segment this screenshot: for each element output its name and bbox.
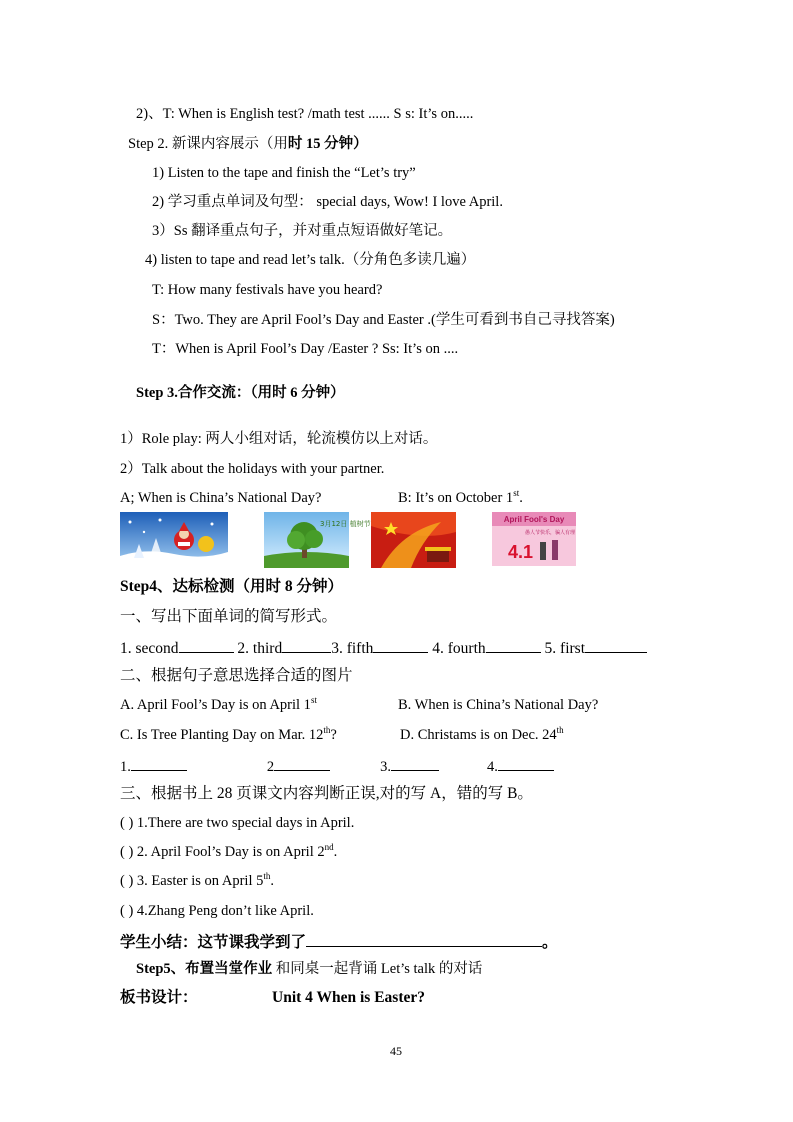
word-1: 1. second: [120, 640, 179, 657]
answer-label-1: 1.: [120, 759, 131, 775]
question-a: [120, 696, 317, 714]
superscript: nd: [324, 842, 334, 853]
abbrev-row: [120, 638, 647, 658]
step5-text: 和同桌一起背诵 Let’s talk 的对话: [272, 961, 483, 977]
step3-heading: Step 3.合作交流：（用时 6 分钟）: [136, 385, 345, 401]
text-line: 2) 学习重点单词及句型： special days, Wow! I love April.: [152, 194, 503, 210]
word-2: 2. third: [237, 640, 283, 657]
national-day-image: [371, 512, 456, 568]
superscript: st: [513, 488, 520, 499]
true-false-1: ( ) 1.There are two special days in April.: [120, 815, 355, 831]
tree-planting-day-image: [264, 512, 371, 568]
text-line: 2)、T: When is English test? /math test ...... S s: It’s on.....: [136, 106, 474, 122]
text-line: 1）Role play: 两人小组对话，轮流模仿以上对话。: [120, 431, 438, 447]
april-fools-subtitle: 愚人节快乐，骗人有理: [524, 530, 576, 536]
superscript: th: [556, 725, 564, 736]
christmas-image: [120, 512, 228, 568]
question-b: B. When is China’s National Day?: [398, 697, 599, 713]
true-false-3-text: ( ) 3. Easter is on April 5: [120, 873, 264, 889]
true-false-4: ( ) 4.Zhang Peng don’t like April.: [120, 903, 314, 919]
summary-label: 学生小结：这节课我学到了: [120, 934, 307, 951]
question-a-text: A. April Fool’s Day is on April 1: [120, 697, 311, 713]
word-4: 4. fourth: [432, 640, 486, 657]
answer-row: [120, 756, 554, 776]
summary-end: 。: [542, 934, 558, 951]
blank-5[interactable]: [585, 638, 647, 653]
blank-4[interactable]: [486, 638, 541, 653]
step5-line: [136, 960, 482, 978]
question-c-text: C. Is Tree Planting Day on Mar. 12: [120, 727, 324, 743]
question-d-text: D. Christams is on Dec. 24: [400, 727, 557, 743]
section3-title: 三、根据书上 28 页课文内容判断正误,对的写 A，错的写 B。: [120, 785, 533, 802]
april-fools-number: 4.1: [508, 542, 534, 562]
text-line: S：Two. They are April Fool’s Day and Easter .(学生可看到书自己寻找答案): [152, 312, 615, 328]
superscript: th: [323, 725, 331, 736]
superscript: st: [310, 695, 317, 706]
true-false-2-end: .: [333, 844, 338, 860]
tree-day-caption: 3月12日 植树节: [320, 520, 371, 528]
answer-blank-2[interactable]: [274, 756, 330, 771]
april-fools-day-image: [492, 512, 576, 566]
dialogue-a: A; When is China’s National Day?: [120, 490, 322, 506]
true-false-2-text: ( ) 2. April Fool’s Day is on April 2: [120, 844, 325, 860]
step5-heading: Step5、布置当堂作业: [136, 961, 273, 977]
text-line: T: How many festivals have you heard?: [152, 282, 383, 298]
text-line: T：When is April Fool’s Day /Easter ? Ss: It’s on ....: [152, 341, 459, 357]
answer-blank-4[interactable]: [498, 756, 554, 771]
blank-1[interactable]: [179, 638, 234, 653]
dialogue-b: [398, 489, 523, 507]
true-false-2: [120, 843, 337, 861]
dialogue-b-end: .: [519, 490, 523, 506]
answer-blank-1[interactable]: [131, 756, 187, 771]
board-design-title: Unit 4 When is Easter?: [272, 989, 426, 1006]
word-5: 5. first: [544, 640, 585, 657]
answer-label-2: 2: [266, 759, 275, 775]
step2-heading-time: 时 15 分钟）: [287, 136, 368, 152]
answer-label-3: 3.: [380, 759, 391, 775]
summary-blank[interactable]: [306, 931, 542, 947]
step4-heading: Step4、达标检测（用时 8 分钟）: [120, 578, 344, 595]
blank-2[interactable]: [282, 638, 331, 653]
section1-title: 一、写出下面单词的简写形式。: [120, 608, 338, 625]
answer-blank-3[interactable]: [391, 756, 439, 771]
superscript: th: [263, 871, 271, 882]
true-false-3-end: .: [270, 873, 275, 889]
step2-heading: [128, 135, 368, 153]
page-number: 45: [390, 1044, 402, 1058]
answer-label-4: 4.: [487, 759, 498, 775]
dialogue-b-text: B: It’s on October 1: [398, 490, 514, 506]
student-summary: [120, 931, 558, 952]
word-3: 3. fifth: [331, 640, 374, 657]
blank-3[interactable]: [373, 638, 428, 653]
question-d: [400, 726, 564, 744]
board-design-label: 板书设计：: [120, 989, 198, 1006]
section2-title: 二、根据句子意思选择合适的图片: [120, 667, 353, 684]
true-false-3: [120, 872, 274, 890]
text-line: 2）Talk about the holidays with your partner.: [120, 461, 385, 477]
question-c-end: ?: [330, 727, 337, 743]
text-line: 3）Ss 翻译重点句子，并对重点短语做好笔记。: [152, 223, 453, 239]
text-line: 4) listen to tape and read let’s talk.（分角色多读几遍）: [145, 252, 476, 268]
question-c: [120, 726, 337, 744]
step2-heading-text: Step 2. 新课内容展示（用: [128, 136, 288, 152]
april-fools-title: April Fool's Day: [503, 515, 565, 524]
text-line: 1) Listen to the tape and finish the “Let’s try”: [152, 165, 416, 181]
